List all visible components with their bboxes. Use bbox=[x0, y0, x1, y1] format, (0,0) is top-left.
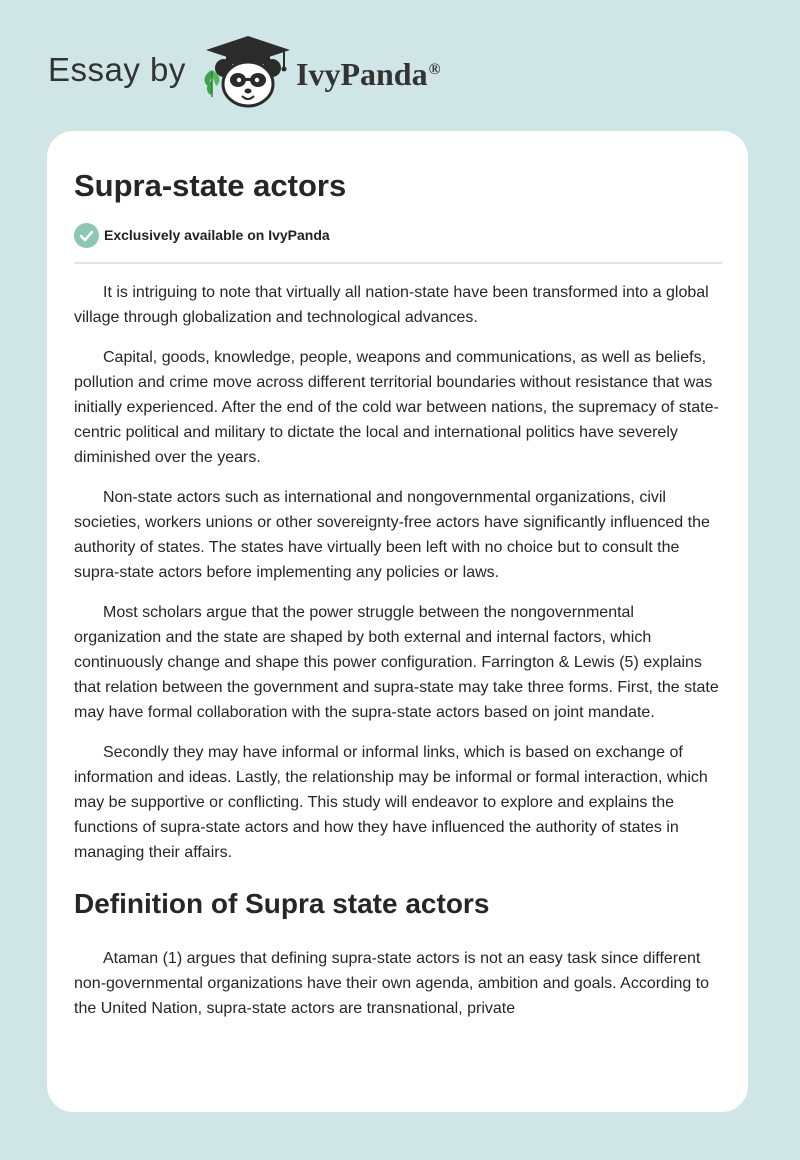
paragraph: Secondly they may have informal or informal links, which is based on exchange of information and ideas. Lastly, the relationship may be informal or formal interaction, which may be supportive or conflicting. This study will endeavor to explore and explains the functions of supra-state actors and how they have influenced the authority of states in managing their affairs. bbox=[74, 744, 708, 861]
brand-logo-text[interactable] bbox=[296, 54, 441, 94]
paragraph: Non-state actors such as international and nongovernmental organizations, civil societies, workers unions or other sovereignty-free actors have significantly influenced the authority of states. The states have virtually been left with no choice but to consult the supra-state actors before implementing any policies or laws. bbox=[74, 489, 710, 581]
paragraph: Capital, goods, knowledge, people, weapons and communications, as well as beliefs, pollution and crime move across different territorial boundaries without resistance that was initially experienced. After the end of the cold war between nations, the supremacy of state-centric political and military to dictate the local and international politics have severely diminished over the years. bbox=[74, 349, 719, 466]
registered-mark: ® bbox=[428, 61, 441, 78]
divider bbox=[74, 262, 722, 264]
paragraph: Ataman (1) argues that defining supra-state actors is not an easy task since different non-governmental organizations have their own agenda, ambition and goals. According to the United Nation, supra-state actors are transnational, private bbox=[74, 950, 710, 1017]
site-header bbox=[0, 0, 800, 130]
exclusive-badge bbox=[74, 222, 722, 248]
essay-card bbox=[47, 131, 748, 1112]
essay-by-label: Essay by bbox=[48, 51, 186, 88]
section-body bbox=[74, 946, 722, 1021]
brand-name: IvyPanda bbox=[296, 56, 428, 92]
exclusive-badge-label: Exclusively available on IvyPanda bbox=[104, 227, 330, 243]
paragraph: It is intriguing to note that virtually all nation-state have been transformed into a global village through globalization and technological advances. bbox=[74, 284, 709, 326]
page-title: Supra-state actors bbox=[74, 168, 347, 203]
check-circle-icon bbox=[74, 223, 99, 248]
section-heading: Definition of Supra state actors bbox=[74, 888, 490, 919]
paragraph: Most scholars argue that the power struggle between the nongovernmental organization and the state are shaped by both external and internal factors, which continuously change and shape this power configuration. Farrington & Lewis (5) explains that relation between the government and supra-state may take three forms. First, the state may have formal collaboration with the supra-state actors based on joint mandate. bbox=[74, 604, 719, 721]
essay-body bbox=[74, 280, 722, 865]
ivy-leaf-icon bbox=[200, 68, 224, 98]
